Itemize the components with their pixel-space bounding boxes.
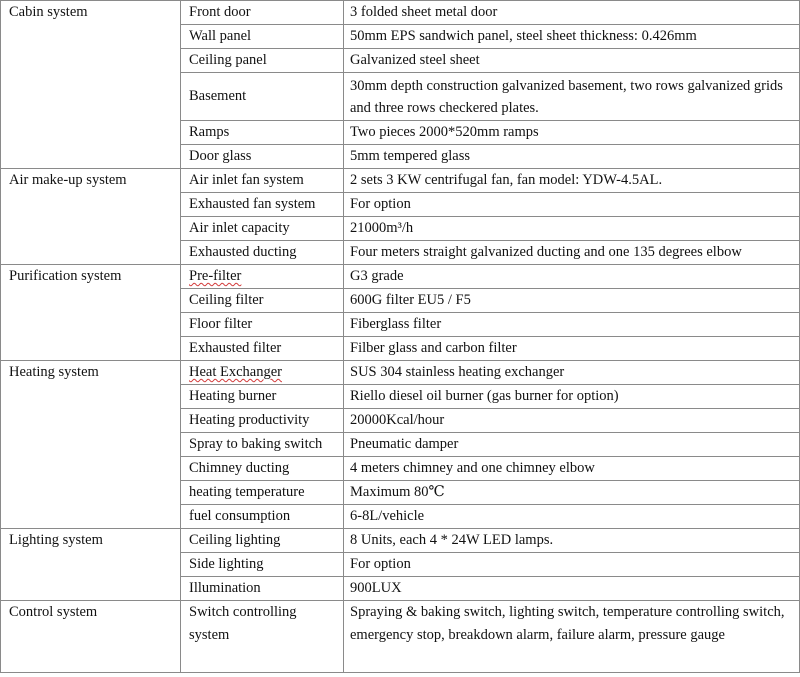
item-spec: Maximum 80℃ [344,481,800,505]
item-spec: For option [344,553,800,577]
system-name-heating: Heating system [1,361,181,529]
item-name-text: Pre-filter [189,268,242,284]
item-spec: 30mm depth construction galvanized basement, two rows galvanized grids and three rows checkered plates. [344,73,800,121]
item-spec: G3 grade [344,265,800,289]
item-name: Basement [181,73,344,121]
item-spec: Two pieces 2000*520mm ramps [344,121,800,145]
item-spec: 8 Units, each 4 * 24W LED lamps. [344,529,800,553]
item-name: Heating burner [181,385,344,409]
item-spec: 600G filter EU5 / F5 [344,289,800,313]
item-name: Exhausted ducting [181,241,344,265]
table-row [1,169,800,193]
table-row [1,265,800,289]
system-name-control: Control system [1,601,181,673]
item-name: Heating productivity [181,409,344,433]
item-name: Ceiling filter [181,289,344,313]
system-name-air-make-up: Air make-up system [1,169,181,265]
item-name: Ceiling panel [181,49,344,73]
item-spec: 900LUX [344,577,800,601]
item-spec: Pneumatic damper [344,433,800,457]
item-name: Air inlet fan system [181,169,344,193]
item-spec: 20000Kcal/hour [344,409,800,433]
table-row [1,601,800,673]
item-name: Chimney ducting [181,457,344,481]
item-name: Spray to baking switch [181,433,344,457]
item-spec: SUS 304 stainless heating exchanger [344,361,800,385]
item-name: fuel consumption [181,505,344,529]
system-name-lighting: Lighting system [1,529,181,601]
item-spec: Galvanized steel sheet [344,49,800,73]
item-spec: 6-8L/vehicle [344,505,800,529]
item-name: Switch controlling system [181,601,344,673]
item-spec: 2 sets 3 KW centrifugal fan, fan model: YDW-4.5AL. [344,169,800,193]
item-name: Exhausted fan system [181,193,344,217]
item-spec: For option [344,193,800,217]
item-name: heating temperature [181,481,344,505]
item-spec: Riello diesel oil burner (gas burner for option) [344,385,800,409]
item-name: Ramps [181,121,344,145]
item-name: Ceiling lighting [181,529,344,553]
item-name: Door glass [181,145,344,169]
item-name-text: Heat Exchanger [189,364,282,380]
item-spec: 4 meters chimney and one chimney elbow [344,457,800,481]
item-name: Air inlet capacity [181,217,344,241]
item-name: Exhausted filter [181,337,344,361]
table-row [1,529,800,553]
item-name: Wall panel [181,25,344,49]
item-spec: Spraying & baking switch, lighting switch, temperature controlling switch, emergency stop, breakdown alarm, failure alarm, pressure gauge [344,601,800,673]
item-name: Floor filter [181,313,344,337]
item-name [181,361,344,385]
item-spec: Fiberglass filter [344,313,800,337]
item-spec: Four meters straight galvanized ducting and one 135 degrees elbow [344,241,800,265]
item-spec: 50mm EPS sandwich panel, steel sheet thickness: 0.426mm [344,25,800,49]
item-spec: 21000m³/h [344,217,800,241]
item-name [181,265,344,289]
item-spec: 3 folded sheet metal door [344,1,800,25]
item-name: Front door [181,1,344,25]
item-spec: 5mm tempered glass [344,145,800,169]
table-row [1,1,800,25]
system-name-purification: Purification system [1,265,181,361]
system-name-cabin: Cabin system [1,1,181,169]
item-name: Side lighting [181,553,344,577]
spec-table-body [1,1,800,673]
table-row [1,361,800,385]
item-spec: Filber glass and carbon filter [344,337,800,361]
item-name: Illumination [181,577,344,601]
